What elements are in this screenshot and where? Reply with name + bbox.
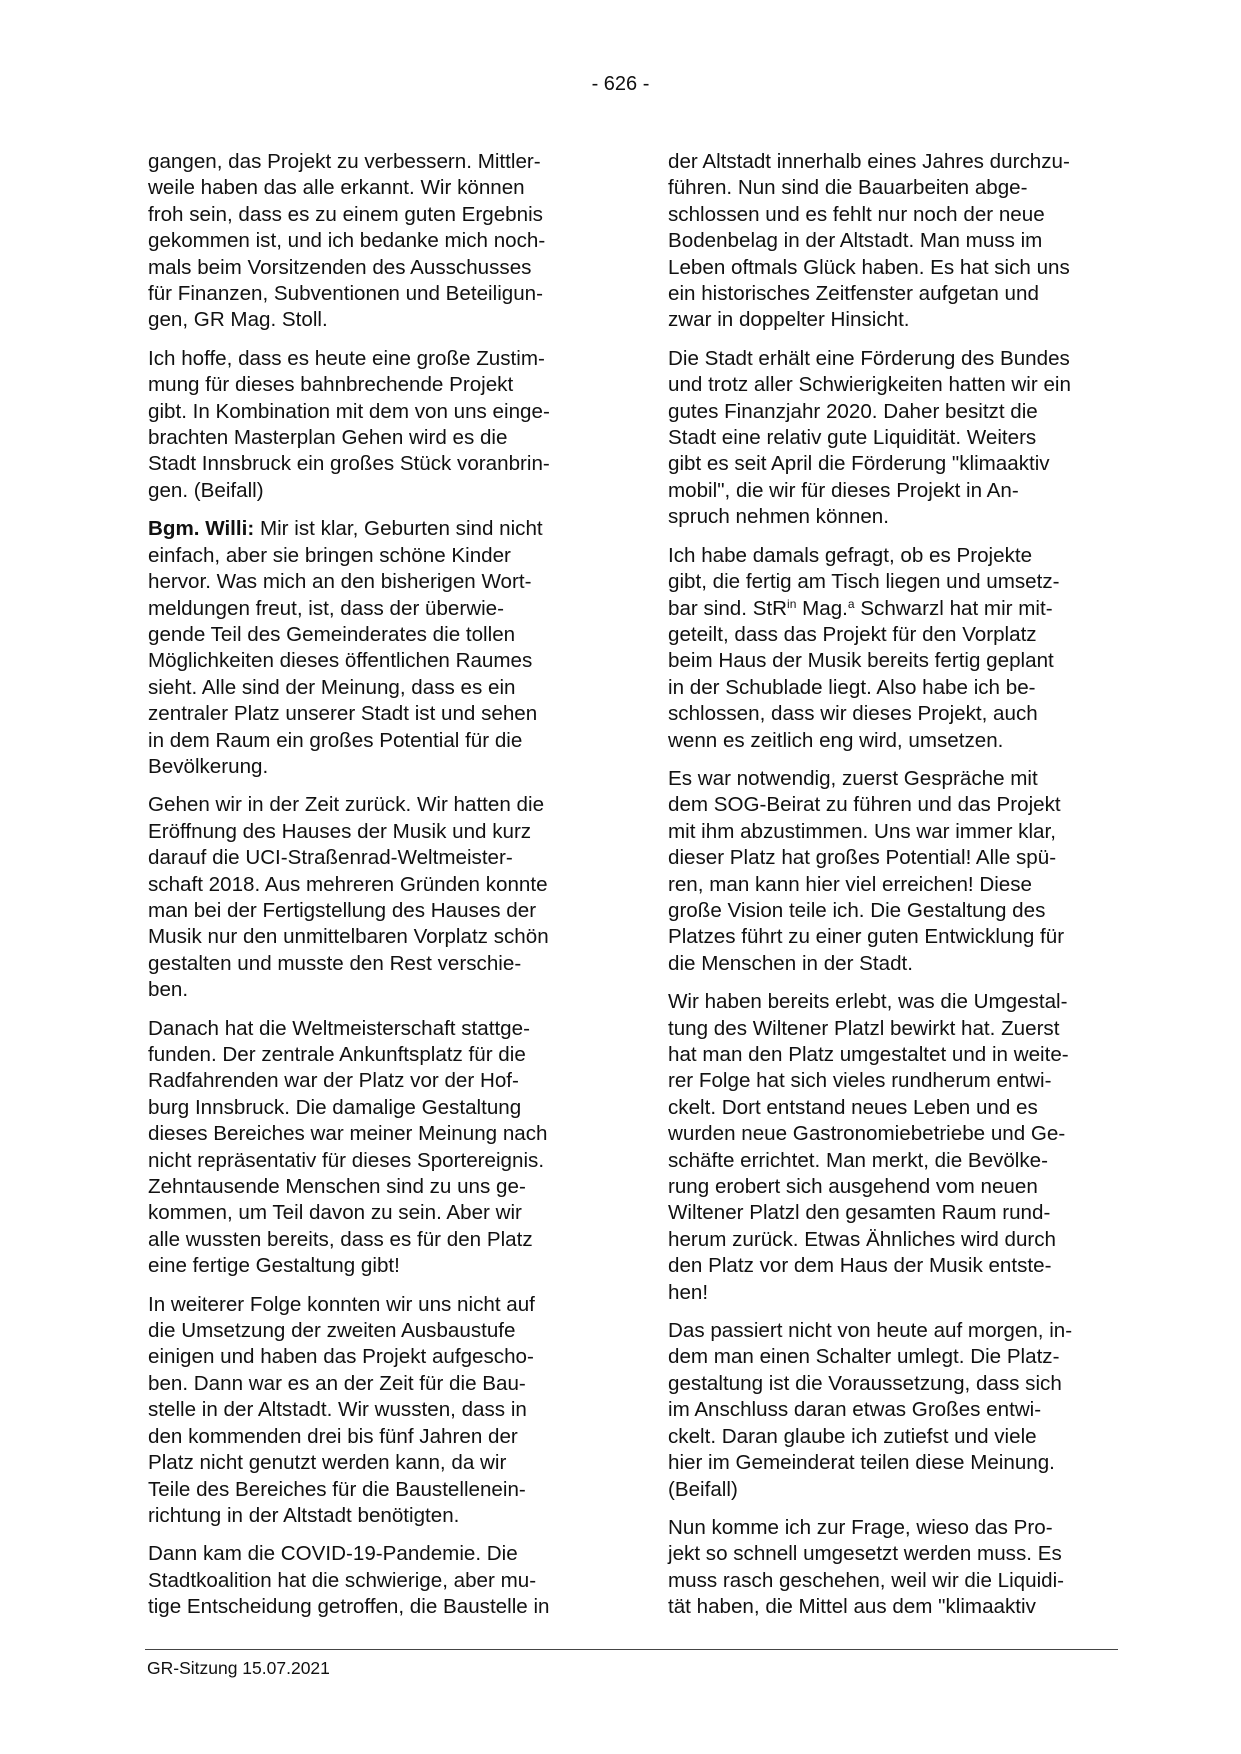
paragraph: Dann kam die COVID-19-Pandemie. Die Stadtkoalition hat die schwierige, aber mu- tige Entscheidung getroffen, die Baustelle in [148,1542,550,1619]
text-run: Ich habe damals gefragt, ob es Projekte gibt, die fertig am Tisch liegen und umsetz- bar sind. StR [668,543,1060,620]
paragraph: Wir haben bereits erlebt, was die Umgestal- tung des Wiltener Platzl bewirkt hat. Zuerst hat man den Platz umgestaltet und in weite- rer Folge hat sich vieles rundherum entwi- ckelt. Dort entstand neues Leben und es wurden neue Gastronomiebetriebe und Ge- schäfte errichtet. Man merkt, die Bevölke- rung erobert sich ausgehend vom neuen Wiltener Platzl den gesamten Raum rund- herum zurück. Etwas Ähnliches wird durch den Platz vor dem Haus der Musik entste- hen! [668,990,1069,1304]
paragraph: der Altstadt innerhalb eines Jahres durchzu- führen. Nun sind die Bauarbeiten abge- schlossen und es fehlt nur noch der neue Bodenbelag in der Altstadt. Man muss im Leben oftmals Glück haben. Es hat sich uns ein historisches Zeitfenster aufgetan und zwar in doppelter Hinsicht. [668,150,1070,332]
paragraph: In weiterer Folge konnten wir uns nicht auf die Umsetzung der zweiten Ausbaustufe einigen und haben das Projekt aufgescho- ben. Dann war es an der Zeit für die Bau- stelle in der Altstadt. Wir wussten, dass in den kommenden drei bis fünf Jahren der Platz nicht genutzt werden kann, da wir Teile des Bereiches für die Baustellenein- richtung in der Altstadt benötigten. [148,1292,535,1527]
speech-text: Mir ist klar, Geburten sind nicht einfach, aber sie bringen schöne Kinder hervor. Was mich an den bisherigen Wort- meldungen freut, ist, dass der überwie- gende Teil des Gemeinderates die tollen Möglichkeiten dieses öffentlichen Raumes sieht. Alle sind der Meinung, dass es ein zentraler Platz unserer Stadt ist und sehen in dem Raum ein großes Potential für die Bevölkerung. [148,517,543,778]
speaker-name: Bgm. Willi: [148,517,255,541]
page-number: - 626 - [591,73,650,95]
paragraph: Es war notwendig, zuerst Gespräche mit dem SOG-Beirat zu führen und das Projekt mit ihm abzustimmen. Uns war immer klar, dieser Platz hat großes Potential! Alle spü- ren, man kann hier viel erreichen! Diese große Vision teile ich. Die Gestaltung des Platzes führt zu einer guten Entwicklung für die Menschen in der Stadt. [668,766,1065,975]
right-column [668,149,1116,1633]
paragraph: Ich hoffe, dass es heute eine große Zustim- mung für dieses bahnbrechende Projekt gibt. In Kombination mit dem von uns einge- brachten Masterplan Gehen wird es die Stadt Innsbruck ein großes Stück voranbrin- gen. (Beifall) [148,346,550,502]
paragraph [668,543,1116,754]
paragraph: gangen, das Projekt zu verbessern. Mittler- weile haben das alle erkannt. Wir können froh sein, dass es zu einem guten Ergebnis gekommen ist, und ich bedanke mich noch- mals beim Vorsitzenden des Ausschusses für Finanzen, Subventionen und Beteiligun- gen, GR Mag. Stoll. [148,150,546,332]
left-column [148,149,596,1633]
paragraph: Das passiert nicht von heute auf morgen, in- dem man einen Schalter umlegt. Die Platz- gestaltung ist die Voraussetzung, dass sich im Anschluss daran etwas Großes entwi- ckelt. Daran glaube ich zutiefst und viele hier im Gemeinderat teilen diese Meinung. (Beifall) [668,1319,1073,1501]
paragraph-speech [148,516,596,780]
text-run: Mag. [796,596,848,620]
paragraph: Nun komme ich zur Frage, wieso das Pro- jekt so schnell umgesetzt werden muss. Es muss rasch geschehen, weil wir die Liquidi- tät haben, die Mittel aus dem "klimaaktiv [668,1515,1065,1619]
paragraph: Die Stadt erhält eine Förderung des Bundes und trotz aller Schwierigkeiten hatten wir ein gutes Finanzjahr 2020. Daher besitzt die Stadt eine relativ gute Liquidität. Weiters gibt es seit April die Förderung "klimaaktiv mobil", die wir für dieses Projekt in An- spruch nehmen können. [668,346,1071,529]
footer-divider [145,1649,1118,1650]
paragraph: Danach hat die Weltmeisterschaft stattge- funden. Der zentrale Ankunftsplatz für die Radfahrenden war der Platz vor der Hof- burg Innsbruck. Die damalige Gestaltung dieses Bereiches war meiner Meinung nach nicht repräsentativ für dieses Sportereignis. Zehntausende Menschen sind zu uns ge- kommen, um Teil davon zu sein. Aber wir alle wussten bereits, dass es für den Platz eine fertige Gestaltung gibt! [148,1016,548,1278]
footer-session-date: GR-Sitzung 15.07.2021 [147,1658,330,1678]
text-run: Schwarzl hat mir mit- geteilt, dass das Projekt für den Vorplatz beim Haus der Musik bereits fertig geplant in der Schublade liegt. Also habe ich be- schlossen, dass wir dieses Projekt, auch wenn es zeitlich eng wird, umsetzen. [668,596,1054,752]
superscript: a [847,596,855,611]
superscript: in [787,596,797,611]
paragraph: Gehen wir in der Zeit zurück. Wir hatten die Eröffnung des Hauses der Musik und kurz darauf die UCI-Straßenrad-Weltmeister- schaft 2018. Aus mehreren Gründen konnte man bei der Fertigstellung des Hauses der Musik nur den unmittelbaren Vorplatz schön gestalten und musste den Rest verschie- ben. [148,793,549,1002]
